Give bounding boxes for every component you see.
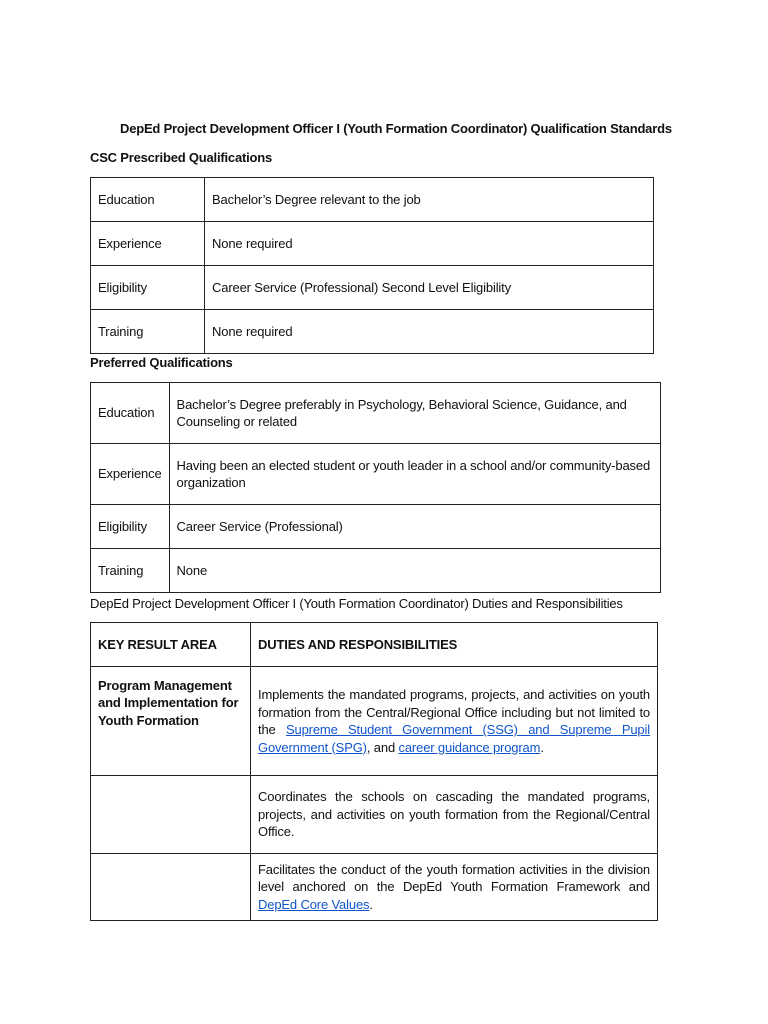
kra-cell	[91, 776, 251, 854]
duty-cell	[251, 776, 658, 854]
duty-text: .	[540, 739, 544, 755]
row-value: Career Service (Professional) Second Level Eligibility	[205, 266, 654, 310]
row-value: None required	[205, 222, 654, 266]
table-header-row	[91, 623, 658, 667]
duty-text: Implements the mandated programs, projects, and activities on youth formation from the Central/Regional Office including but not limited to the	[258, 687, 650, 737]
row-label: Education	[91, 383, 170, 444]
duties-table	[90, 622, 658, 921]
row-value: None	[169, 549, 660, 593]
table-row	[91, 178, 654, 222]
document-title: DepEd Project Development Officer I (Youth Formation Coordinator) Qualification Standards	[120, 121, 672, 136]
table-row	[91, 505, 661, 549]
table-row	[91, 444, 661, 505]
duty-cell	[251, 667, 658, 776]
kra-cell	[91, 854, 251, 921]
table-row	[91, 667, 658, 776]
table-row	[91, 310, 654, 354]
kra-cell	[91, 667, 251, 776]
career-guidance-link[interactable]: career guidance program	[398, 739, 541, 755]
duty-cell	[251, 854, 658, 921]
duty-text: Coordinates the schools on cascading the mandated programs, projects, and activities on youth formation from the Regional/Central Office.	[258, 789, 650, 840]
column-header-kra: KEY RESULT AREA	[91, 623, 251, 667]
duty-text: , and	[366, 739, 399, 755]
preferred-heading: Preferred Qualifications	[90, 355, 233, 370]
row-label: Training	[91, 549, 170, 593]
table-row	[91, 776, 658, 854]
kra-label: Program Management and Implementation for Youth Formation	[98, 677, 239, 728]
table-row	[91, 266, 654, 310]
csc-heading: CSC Prescribed Qualifications	[90, 150, 273, 165]
core-values-link[interactable]: DepEd Core Values	[258, 896, 370, 912]
row-label: Experience	[91, 222, 205, 266]
row-value: Bachelor’s Degree relevant to the job	[205, 178, 654, 222]
table-row	[91, 854, 658, 921]
row-value: Career Service (Professional)	[169, 505, 660, 549]
row-value: None required	[205, 310, 654, 354]
csc-qualifications-table	[90, 177, 654, 354]
duties-heading: DepEd Project Development Officer I (Youth Formation Coordinator) Duties and Responsibilities	[90, 596, 623, 611]
row-label: Education	[91, 178, 205, 222]
duty-text: Facilitates the conduct of the youth formation activities in the division level anchored on the DepEd Youth Formation Framework and	[258, 861, 650, 895]
column-header-duties: DUTIES AND RESPONSIBILITIES	[251, 623, 658, 667]
table-row	[91, 549, 661, 593]
row-label: Training	[91, 310, 205, 354]
row-value: Having been an elected student or youth leader in a school and/or community-based organization	[169, 444, 660, 505]
duty-text: .	[369, 896, 373, 912]
row-label: Eligibility	[91, 266, 205, 310]
preferred-qualifications-table	[90, 382, 661, 593]
row-label: Experience	[91, 444, 170, 505]
table-row	[91, 222, 654, 266]
ssg-spg-link[interactable]: Supreme Student Government (SSG) and Supreme Pupil Government (SPG)	[258, 722, 650, 755]
table-row	[91, 383, 661, 444]
row-value: Bachelor’s Degree preferably in Psychology, Behavioral Science, Guidance, and Counseling or related	[169, 383, 660, 444]
row-label: Eligibility	[91, 505, 170, 549]
